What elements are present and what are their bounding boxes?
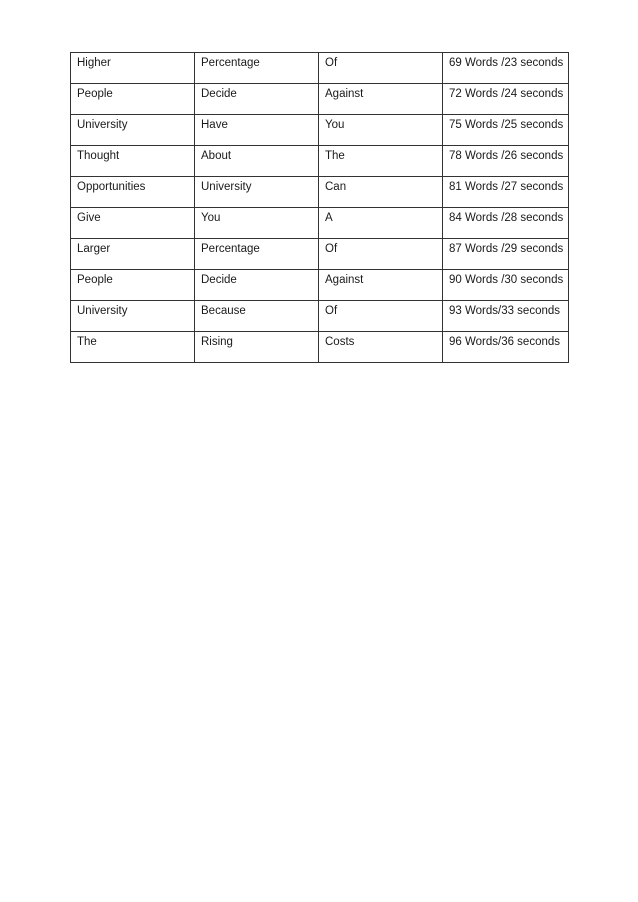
table-row <box>71 177 569 208</box>
table-cell: Percentage <box>195 53 319 84</box>
table-cell: Against <box>319 84 443 115</box>
table-cell: Give <box>71 208 195 239</box>
table-cell: Higher <box>71 53 195 84</box>
table-cell: University <box>195 177 319 208</box>
table-cell: Against <box>319 270 443 301</box>
table-cell: Percentage <box>195 239 319 270</box>
table-cell: 78 Words /26 seconds <box>443 146 569 177</box>
table-cell: You <box>195 208 319 239</box>
table-cell: 75 Words /25 seconds <box>443 115 569 146</box>
table-cell: Rising <box>195 332 319 363</box>
table-cell: Of <box>319 239 443 270</box>
table-cell: Larger <box>71 239 195 270</box>
table-row <box>71 239 569 270</box>
table-cell: Costs <box>319 332 443 363</box>
table-cell: 96 Words/36 seconds <box>443 332 569 363</box>
table-row <box>71 115 569 146</box>
table-cell: University <box>71 301 195 332</box>
table-cell: 87 Words /29 seconds <box>443 239 569 270</box>
table-cell: 84 Words /28 seconds <box>443 208 569 239</box>
table-row <box>71 53 569 84</box>
table-cell: People <box>71 270 195 301</box>
table-row <box>71 301 569 332</box>
table-cell: Have <box>195 115 319 146</box>
table-cell: 90 Words /30 seconds <box>443 270 569 301</box>
table-cell: 93 Words/33 seconds <box>443 301 569 332</box>
table-row <box>71 332 569 363</box>
table-cell: Because <box>195 301 319 332</box>
table-cell: Can <box>319 177 443 208</box>
table-cell: 81 Words /27 seconds <box>443 177 569 208</box>
table-cell: 69 Words /23 seconds <box>443 53 569 84</box>
table-cell: Of <box>319 301 443 332</box>
table-cell: A <box>319 208 443 239</box>
table-row <box>71 270 569 301</box>
table-cell: University <box>71 115 195 146</box>
table-cell: About <box>195 146 319 177</box>
table-cell: Opportunities <box>71 177 195 208</box>
table-row <box>71 84 569 115</box>
word-timing-table <box>70 52 569 363</box>
table-cell: The <box>319 146 443 177</box>
table-row <box>71 208 569 239</box>
table-cell: The <box>71 332 195 363</box>
table-cell: Thought <box>71 146 195 177</box>
table-cell: Decide <box>195 84 319 115</box>
table-cell: Decide <box>195 270 319 301</box>
table-cell: People <box>71 84 195 115</box>
table-cell: 72 Words /24 seconds <box>443 84 569 115</box>
table-cell: Of <box>319 53 443 84</box>
table-cell: You <box>319 115 443 146</box>
table-row <box>71 146 569 177</box>
